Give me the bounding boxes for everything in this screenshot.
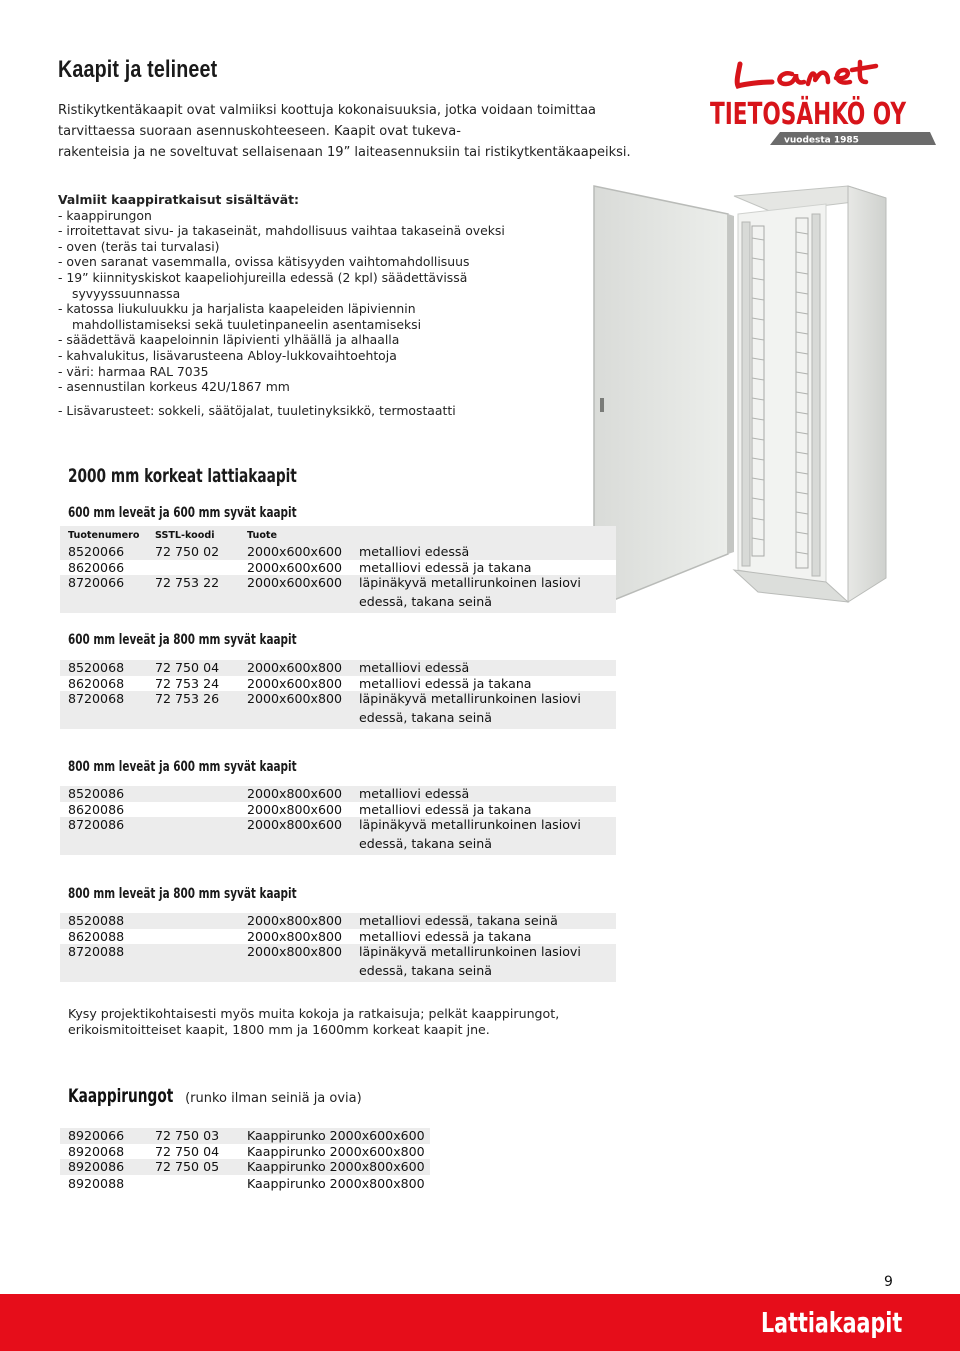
cell-sstl-code: 72 750 04	[155, 660, 220, 676]
footer-title: Lattiakaapit	[760, 1306, 902, 1339]
cell-description: Kaappirunko 2000x800x800	[247, 1176, 425, 1191]
feature-item: - irroitettavat sivu- ja takaseinät, mahdollisuus vaihtaa takaseinä oveksi	[58, 223, 505, 239]
cell-product-number: 8620066	[68, 559, 125, 575]
header-product-number: Tuotenumero	[68, 529, 140, 541]
table-row	[60, 1175, 430, 1193]
feature-item: - asennustilan korkeus 42U/1867 mm	[58, 379, 290, 395]
cell-product-number: 8520068	[68, 660, 125, 676]
cell-product-number: 8920068	[68, 1143, 125, 1159]
cell-product-number: 8620068	[68, 675, 125, 691]
footer-bar	[0, 1294, 960, 1351]
logo-since: vuodesta 1985	[784, 135, 859, 146]
group-title: 800 mm leveät ja 800 mm syvät kaapit	[68, 886, 297, 902]
cell-dimensions: 2000x600x600	[247, 544, 343, 560]
header-sstl-code: SSTL-koodi	[155, 529, 215, 541]
cell-dimensions: 2000x600x800	[247, 675, 343, 691]
cell-dimensions: 2000x800x600	[247, 817, 343, 833]
group-title: 800 mm leveät ja 600 mm syvät kaapit	[68, 759, 297, 775]
logo-name: TIETOSÄHKÖ OY	[710, 97, 940, 132]
cell-description: läpinäkyvä metallirunkoinen lasiovi	[359, 944, 581, 960]
table-row	[60, 1159, 430, 1175]
table-row-continuation	[60, 833, 616, 855]
cell-dimensions: 2000x800x600	[247, 786, 343, 802]
feature-item: - väri: harmaa RAL 7035	[58, 363, 209, 379]
page-title: Kaapit ja telineet	[58, 56, 218, 83]
feature-item: - säädettävä kaapeloinnin läpivienti ylhäällä ja alhaalla	[58, 332, 400, 348]
custom-sizes-note	[68, 1006, 559, 1037]
table-row	[60, 676, 616, 692]
cell-description: läpinäkyvä metallirunkoinen lasiovi	[359, 817, 581, 833]
note-line: Kysy projektikohtaisesti myös muita kokoja ja ratkaisuja; pelkät kaappirungot,	[68, 1006, 560, 1021]
table-row-continuation	[60, 960, 616, 982]
cabinet-image	[586, 178, 954, 610]
intro-line: tarvittaessa suoraan asennuskohteeseen. Kaapit ovat tukeva-	[58, 124, 461, 139]
cell-sstl-code: 72 750 02	[155, 544, 220, 560]
features-heading: Valmiit kaappiratkaisut sisältävät:	[58, 192, 299, 207]
header-product: Tuote	[247, 529, 278, 541]
cell-description: Kaappirunko 2000x800x600	[247, 1159, 425, 1175]
company-logo	[700, 52, 940, 157]
note-line: erikoismitoitteiset kaapit, 1800 mm ja 1600mm korkeat kaapit jne.	[68, 1021, 490, 1037]
feature-item: - oven saranat vasemmalla, ovissa kätisyyden vaihtomahdollisuus	[58, 254, 470, 270]
table-row	[60, 544, 616, 560]
cell-sstl-code: 72 750 04	[155, 1143, 220, 1159]
product-table	[60, 786, 616, 855]
table-row-continuation	[60, 707, 616, 729]
table-row	[60, 1144, 430, 1160]
feature-item: - kaappirungon	[58, 207, 152, 223]
section-heading: 2000 mm korkeat lattiakaapit	[68, 465, 297, 487]
feature-item: - katossa liukuluukku ja harjalista kaapeleiden läpiviennin	[58, 301, 416, 317]
cell-dimensions: 2000x600x800	[247, 660, 343, 676]
cell-description: metalliovi edessä	[359, 786, 470, 802]
cell-description-cont: edessä, takana seinä	[359, 836, 492, 851]
table-row	[60, 575, 616, 591]
accessories-line: - Lisävarusteet: sokkeli, säätöjalat, tuuletinyksikkö, termostaatti	[58, 402, 456, 418]
cell-product-number: 8720068	[68, 691, 125, 707]
cell-dimensions: 2000x800x800	[247, 928, 343, 944]
cell-dimensions: 2000x800x800	[247, 944, 343, 960]
frames-title: Kaappirungot	[68, 1085, 174, 1107]
intro-line: Ristikytkentäkaapit ovat valmiiksi koottuja kokonaisuuksia, jotka voidaan toimittaa	[58, 103, 597, 118]
table-row	[60, 802, 616, 818]
cell-description: metalliovi edessä ja takana	[359, 675, 532, 691]
cell-product-number: 8920066	[68, 1128, 125, 1144]
group-title: 600 mm leveät ja 800 mm syvät kaapit	[68, 632, 297, 648]
cell-description: Kaappirunko 2000x600x800	[247, 1143, 425, 1159]
cell-product-number: 8520088	[68, 913, 125, 929]
table-row	[60, 691, 616, 707]
table-header	[60, 526, 616, 544]
page-number: 9	[884, 1274, 893, 1290]
cell-dimensions: 2000x600x600	[247, 575, 343, 591]
cell-product-number: 8720066	[68, 575, 125, 591]
cell-product-number: 8920086	[68, 1159, 125, 1175]
table-row	[60, 1128, 430, 1144]
intro-paragraph	[58, 100, 631, 163]
cell-sstl-code: 72 750 05	[155, 1159, 220, 1175]
table-row	[60, 929, 616, 945]
cell-description: metalliovi edessä ja takana	[359, 928, 532, 944]
intro-line: rakenteisia ja ne soveltuvat sellaisenaan 19” laiteasennuksiin tai ristikytkentäkaapeiksi.	[58, 145, 631, 160]
cell-sstl-code: 72 753 22	[155, 575, 220, 591]
frames-heading	[68, 1085, 362, 1107]
product-table	[60, 526, 616, 613]
cell-description: läpinäkyvä metallirunkoinen lasiovi	[359, 691, 581, 707]
cell-product-number: 8520066	[68, 544, 125, 560]
feature-item: syvyyssuunnassa	[72, 285, 181, 301]
cell-description: metalliovi edessä	[359, 544, 470, 560]
feature-item: - oven (teräs tai turvalasi)	[58, 238, 220, 254]
table-row	[60, 817, 616, 833]
cell-product-number: 8720088	[68, 944, 125, 960]
cell-product-number: 8620088	[68, 928, 125, 944]
cell-product-number: 8520086	[68, 786, 125, 802]
table-row	[60, 944, 616, 960]
cell-dimensions: 2000x800x600	[247, 801, 343, 817]
cabinet-illustration	[586, 178, 954, 610]
table-row	[60, 660, 616, 676]
cell-sstl-code: 72 750 03	[155, 1128, 220, 1144]
feature-item: - kahvalukitus, lisävarusteena Abloy-lukkovaihtoehtoja	[58, 347, 397, 363]
logo-graphic	[700, 52, 940, 157]
cell-sstl-code: 72 753 26	[155, 691, 220, 707]
table-row	[60, 560, 616, 576]
frames-table	[60, 1128, 430, 1193]
cell-description: metalliovi edessä	[359, 660, 470, 676]
table-row	[60, 913, 616, 929]
cell-product-number: 8620086	[68, 801, 125, 817]
features-list	[58, 192, 505, 418]
cell-dimensions: 2000x600x800	[247, 691, 343, 707]
cell-description: läpinäkyvä metallirunkoinen lasiovi	[359, 575, 581, 591]
feature-item: mahdollistamiseksi sekä tuuletinpaneelin asentamiseksi	[72, 316, 422, 332]
group-title: 600 mm leveät ja 600 mm syvät kaapit	[68, 505, 297, 521]
cell-description-cont: edessä, takana seinä	[359, 710, 492, 725]
cell-description: metalliovi edessä ja takana	[359, 801, 532, 817]
cell-dimensions: 2000x600x600	[247, 559, 343, 575]
table-row-continuation	[60, 591, 616, 613]
cell-dimensions: 2000x800x800	[247, 913, 343, 929]
product-table	[60, 913, 616, 982]
cell-description: metalliovi edessä ja takana	[359, 559, 532, 575]
cell-product-number: 8920088	[68, 1176, 125, 1191]
cell-sstl-code: 72 753 24	[155, 675, 220, 691]
table-row	[60, 786, 616, 802]
cell-description-cont: edessä, takana seinä	[359, 594, 492, 609]
cell-product-number: 8720086	[68, 817, 125, 833]
product-table	[60, 660, 616, 729]
frames-subtitle: (runko ilman seiniä ja ovia)	[185, 1091, 362, 1106]
cell-description: metalliovi edessä, takana seinä	[359, 913, 558, 929]
feature-item: - 19” kiinnityskiskot kaapeliohjureilla edessä (2 kpl) säädettävissä	[58, 269, 468, 285]
cell-description-cont: edessä, takana seinä	[359, 963, 492, 978]
cell-description: Kaappirunko 2000x600x600	[247, 1128, 425, 1144]
